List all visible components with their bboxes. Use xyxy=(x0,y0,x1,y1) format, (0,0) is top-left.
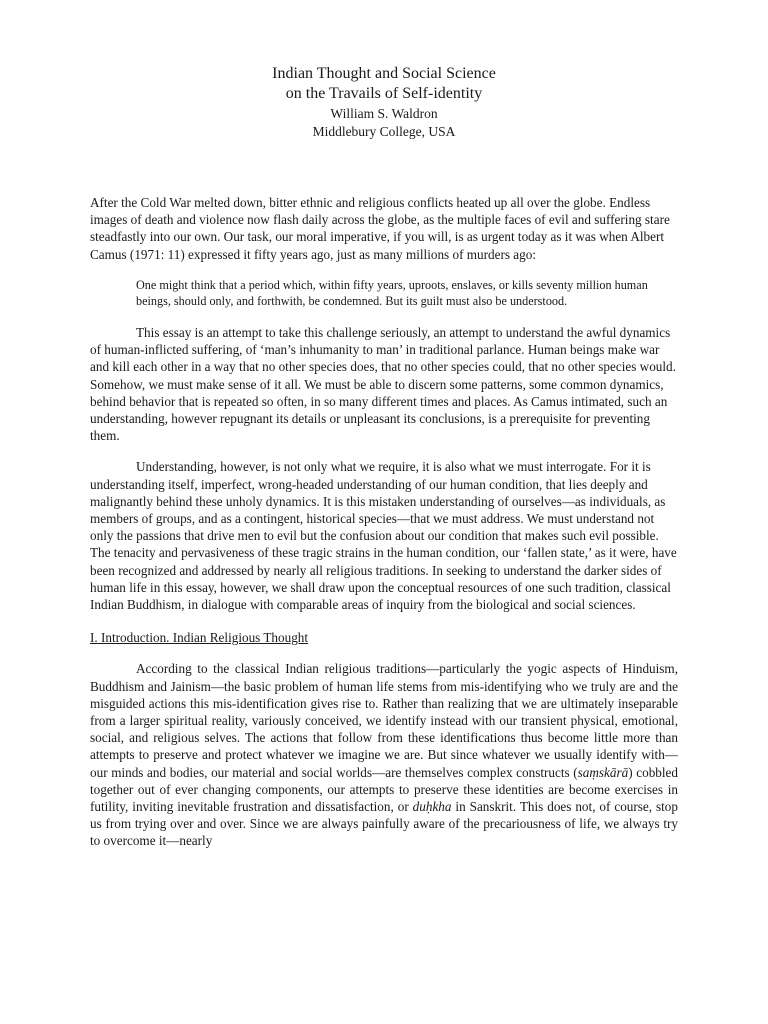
paragraph-3-text-a: According to the classical Indian religious traditions—particularly the yogic aspects of Hinduism, Buddhism and Jainism—the basic problem of human life stems from mis-identifying who we truly are and the misguided actions this mis-identification gives rise to. Rather than realizing that we are ultimately inseparable from a larger spiritual reality, variously conceived, we identify instead with our transient physical, emotional, social, and religious selves. The actions that follow from these identifications thus become little more than attempts to preserve and protect whatever we imagine we are. But since whatever we usually identify with—our minds and bodies, our material and social worlds—are themselves complex constructs ( xyxy=(90,661,678,780)
author-name: William S. Waldron xyxy=(330,106,438,121)
paragraph-2: Understanding, however, is not only what we require, it is also what we must interrogate. For it is understanding itself, imperfect, wrong-headed understanding of our human condition, that lies deeply and malignantly behind these unholy dynamics. It is this mistaken understanding of ourselves—as individuals, as members of groups, and as a contingent, historical species—that we must address. We must understand not only the passions that drive men to evil but the confusion about our condition that makes such evil possible. The tenacity and pervasiveness of these tragic strains in the human condition, our ‘fallen state,’ as it were, have been recognized and addressed by nearly all religious traditions. In seeking to understand the darker sides of human life in this essay, however, we shall draw upon the conceptual resources of one such tradition, classical Indian Buddhism, in dialogue with comparable areas of inquiry from the biological and social sciences. xyxy=(90,459,677,613)
paper-title xyxy=(90,64,678,104)
paper-body xyxy=(90,194,678,850)
block-quote: One might think that a period which, within fifty years, uproots, enslaves, or kills seventy million human beings, should only, and forthwith, be condemned. But its guilt must also be understood. xyxy=(136,277,648,309)
author-affiliation: Middlebury College, USA xyxy=(312,124,456,139)
paragraph-1: This essay is an attempt to take this challenge seriously, an attempt to understand the awful dynamics of human-inflicted suffering, of ‘man’s inhumanity to man’ in traditional parlance. Human beings make war and kill each other in a way that no other species does, that no other species could, that no other species would. Somehow, we must make sense of it all. We must be able to discern some patterns, some common dynamics, behind behavior that is repeated so often, in so many different times and places. As Camus intimated, such an understanding, however repugnant its details or unpleasant its conclusions, is a prerequisite for preventing them. xyxy=(90,325,676,444)
intro-paragraph: After the Cold War melted down, bitter ethnic and religious conflicts heated up all over the globe. Endless images of death and violence now flash daily across the globe, as the multiple faces of evil and suffering stare steadfastly into our own. Our task, our moral imperative, if you will, is as urgent today as it was when Albert Camus (1971: 11) expressed it fifty years ago, just as many millions of murders ago: xyxy=(90,195,670,262)
title-line-2: on the Travails of Self-identity xyxy=(285,85,483,102)
title-line-1: Indian Thought and Social Science xyxy=(272,65,496,82)
paper-header xyxy=(90,64,678,141)
section-heading: I. Introduction. Indian Religious Thought xyxy=(90,630,309,646)
sanskrit-term-samskara: saṃskārā xyxy=(577,764,629,780)
paragraph-3-text-b: ) cobbled together out of ever changing components, our attempts to preserve these identities are become exercises in futility, inviting inevitable frustration and dissatisfaction, or xyxy=(90,764,678,815)
paragraph-3-text-c: in Sanskrit. This does not, of course, stop us from trying over and over. Since we are always painfully aware of the precariousness of life, we always try to overcome it—nearly xyxy=(90,799,678,849)
sanskrit-term-duhkha: duḥkha xyxy=(412,799,452,815)
paragraph-3 xyxy=(90,660,678,849)
